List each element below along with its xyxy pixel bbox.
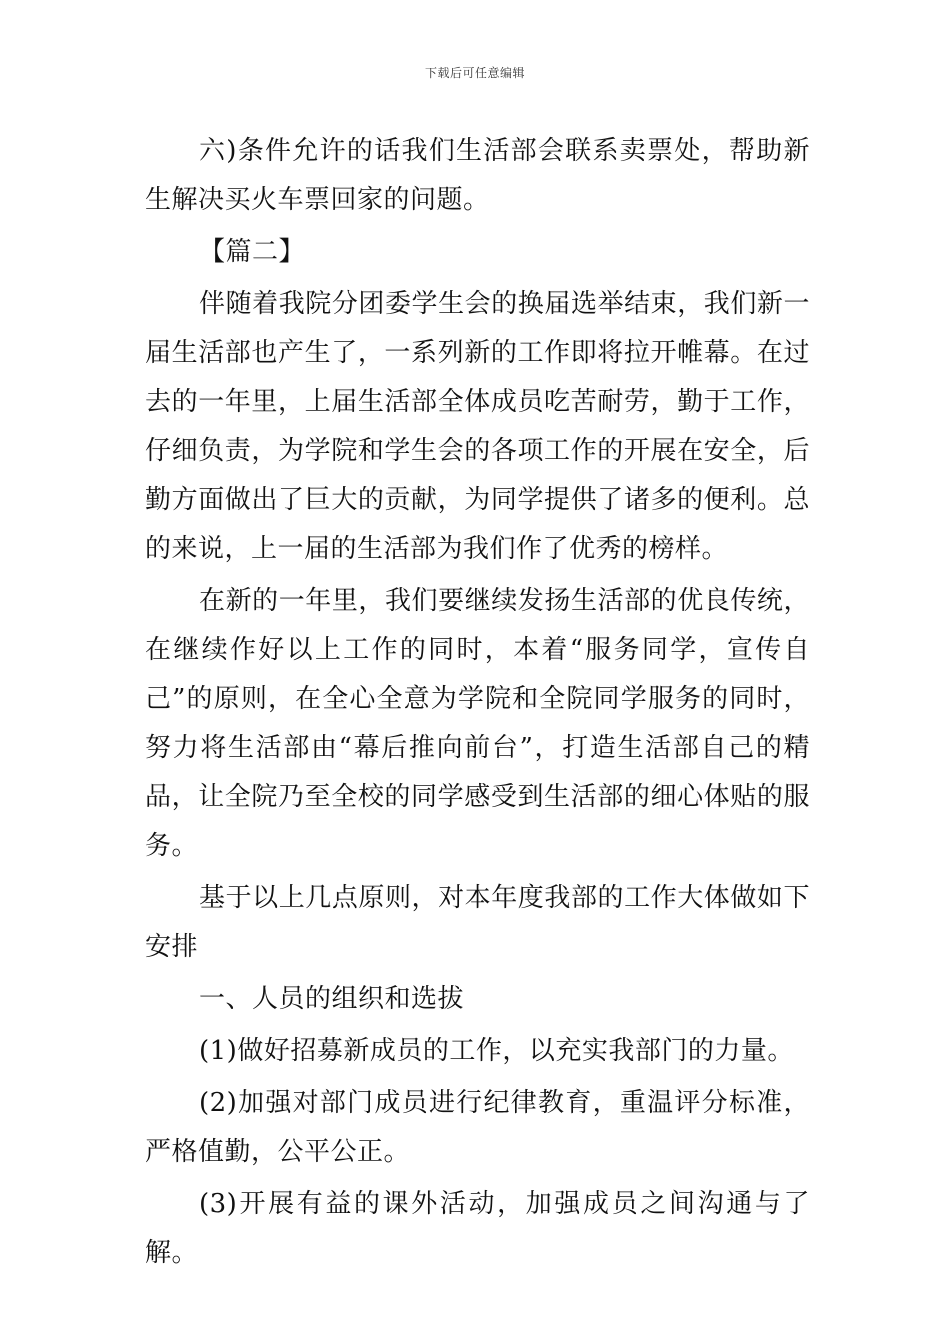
paragraph-item-6: 六)条件允许的话我们生活部会联系卖票处，帮助新生解决买火车票回家的问题。 [145, 136, 810, 215]
document-body [145, 127, 810, 1278]
list-item: (1)做好招募新成员的工作，以充实我部门的力量。 [199, 1036, 794, 1066]
paragraph-new-year: 在新的一年里，我们要继续发扬生活部的优良传统，在继续作好以上工作的同时，本着“服务同学，宣传自己”的原则，在全心全意为学院和全院同学服务的同时，努力将生活部由“幕后推向前台”，打造生活部自己的精品，让全院乃至全校的同学感受到生活部的细心体贴的服务。 [145, 586, 810, 861]
paragraph-arrangement: 基于以上几点原则，对本年度我部的工作大体做如下安排 [145, 883, 810, 962]
section-heading: 【篇二】 [199, 237, 306, 267]
list-item: (2)加强对部门成员进行纪律教育，重温评分标准，严格值勤，公平公正。 [145, 1088, 810, 1167]
page-header: 下载后可任意编辑 [424, 66, 525, 80]
list-item: (3)开展有益的课外活动，加强成员之间沟通与了解。 [145, 1189, 810, 1268]
paragraph-intro: 伴随着我院分团委学生会的换届选举结束，我们新一届生活部也产生了，一系列新的工作即将拉开帷幕。在过去的一年里，上届生活部全体成员吃苦耐劳，勤于工作，仔细负责，为学院和学生会的各项工作的开展在安全，后勤方面做出了巨大的贡献，为同学提供了诸多的便利。总的来说，上一届的生活部为我们作了优秀的榜样。 [145, 289, 810, 564]
list-heading: 一、人员的组织和选拔 [199, 984, 465, 1014]
